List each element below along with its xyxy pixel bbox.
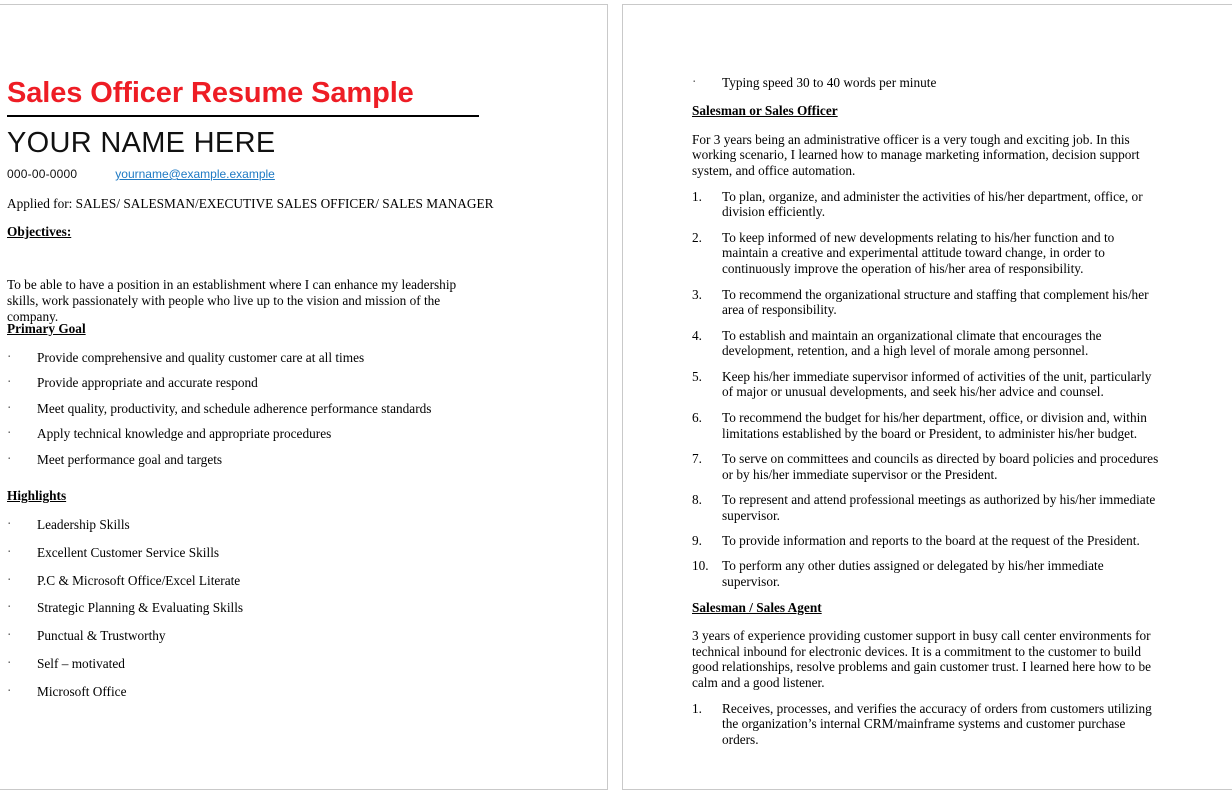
primary-goal-item-label: Meet quality, productivity, and schedule adherence performance standards <box>37 400 432 416</box>
continued-bullet-label: Typing speed 30 to 40 words per minute <box>722 75 937 90</box>
bullet-icon: · <box>7 399 12 415</box>
title-divider <box>7 115 479 117</box>
objectives-heading <box>7 224 485 240</box>
highlights-heading <box>7 488 485 504</box>
duty-item <box>692 410 1164 442</box>
highlights-heading-text: Highlights <box>7 488 67 503</box>
bullet-icon: · <box>7 374 12 390</box>
objective-paragraph: To be able to have a position in an establishment where I can enhance my leadership skills, work passionately with people who live up to the vision and mission of the company. <box>7 277 457 325</box>
primary-goal-heading-text: Primary Goal <box>7 321 86 336</box>
contact-row <box>7 167 275 181</box>
primary-goal-heading <box>7 321 485 337</box>
duty-item <box>692 492 1164 524</box>
highlights-item-label: P.C & Microsoft Office/Excel Literate <box>37 572 241 588</box>
duty-item-number: 9. <box>692 533 702 549</box>
primary-goal-item <box>7 426 485 442</box>
highlights-item-label: Microsoft Office <box>37 683 127 699</box>
primary-goal-item <box>7 452 485 468</box>
bullet-icon: · <box>7 425 12 441</box>
duty-item <box>692 533 1164 549</box>
highlights-item <box>7 656 485 672</box>
duty-item-number: 6. <box>692 409 702 425</box>
duty-item <box>692 328 1164 360</box>
primary-goal-item-label: Apply technical knowledge and appropriate procedures <box>37 426 332 442</box>
duty-item <box>692 189 1164 221</box>
duty-item-label: To recommend the budget for his/her department, office, or division and, within limitations established by the board or President, to administer his/her budget. <box>722 409 1147 441</box>
highlights-item-label: Self – motivated <box>37 656 125 671</box>
duty-item-number: 2. <box>692 229 702 245</box>
duty-item-label: Keep his/her immediate supervisor informed of activities of the unit, particularly of major or unusual developments, and seek his/her advice and counsel. <box>722 368 1152 400</box>
document-page-left[interactable] <box>0 4 608 790</box>
bullet-icon: · <box>7 627 12 643</box>
document-page-right[interactable] <box>622 4 1232 790</box>
continued-bullet-item <box>692 75 1164 91</box>
bullet-icon: · <box>7 516 12 531</box>
agent-duty-item <box>692 701 1164 748</box>
duty-item-label: To perform any other duties assigned or delegated by his/her immediate supervisor. <box>722 558 1104 590</box>
highlights-item-label: Excellent Customer Service Skills <box>37 544 220 560</box>
agent-duty-item-number: 1. <box>692 700 702 716</box>
email-link[interactable]: yourname@example.example <box>115 167 275 181</box>
bullet-icon: · <box>692 74 697 89</box>
page-title: Sales Officer Resume Sample <box>7 77 414 109</box>
highlights-item <box>7 545 485 561</box>
primary-goal-item <box>7 401 485 417</box>
bullet-icon: · <box>7 682 12 698</box>
section-heading-salesman-sales-agent-text: Salesman / Sales Agent <box>692 599 822 615</box>
duty-item <box>692 558 1164 590</box>
duty-item-number: 5. <box>692 368 702 384</box>
bullet-icon: · <box>7 571 12 587</box>
primary-goal-item-label: Meet performance goal and targets <box>37 451 223 467</box>
primary-goal-item-label: Provide appropriate and accurate respond <box>37 375 258 391</box>
highlights-item-label: Punctual & Trustworthy <box>37 628 166 644</box>
primary-goal-item <box>7 375 485 391</box>
section2-paragraph: 3 years of experience providing customer support in busy call center environments for technical inbound for electronic devices. It is a commitment to the customer to build good relationships, resolve problems and gain customer trust. I learned here how to be calm and a good listener. <box>692 627 1151 691</box>
duty-item-label: To establish and maintain an organizational climate that encourages the development, retention, and a high level of morale among personnel. <box>722 327 1102 359</box>
applied-for-line: Applied for: SALES/ SALESMAN/EXECUTIVE SALES OFFICER/ SALES MANAGER <box>7 196 494 211</box>
duty-item <box>692 369 1164 401</box>
duty-item <box>692 451 1164 483</box>
duty-item-number: 7. <box>692 450 702 466</box>
bullet-icon: · <box>7 349 12 364</box>
section1-paragraph: For 3 years being an administrative officer is a very tough and exciting job. In this working scenario, I learned how to manage marketing information, decision support system, and office automation. <box>692 131 1140 179</box>
highlights-item <box>7 573 485 589</box>
duty-item <box>692 287 1164 319</box>
highlights-item <box>7 600 485 616</box>
duty-item-label: To represent and attend professional meetings as authorized by his/her immediate supervisor. <box>722 492 1156 523</box>
highlights-item <box>7 628 485 644</box>
duty-item <box>692 230 1164 277</box>
duty-item-number: 4. <box>692 327 702 343</box>
highlights-item <box>7 517 485 533</box>
duty-item-label: To plan, organize, and administer the activities of his/her department, office, or division efficiently. <box>722 188 1143 220</box>
bullet-icon: · <box>7 655 12 670</box>
highlights-item-label: Strategic Planning & Evaluating Skills <box>37 600 244 616</box>
duty-item-label: To keep informed of new developments relating to his/her function and to maintain a creative and experimental attitude toward change, in order to continuously improve the operation of his/her area of responsibility. <box>722 229 1115 277</box>
highlights-item <box>7 684 485 700</box>
agent-duty-item-label: Receives, processes, and verifies the accuracy of orders from customers utilizing the organization’s internal CRM/mainframe systems and customer purchase orders. <box>722 700 1152 747</box>
bullet-icon: · <box>7 450 12 466</box>
section-heading-salesman-or-sales-officer-text: Salesman or Sales Officer <box>692 103 838 119</box>
duty-item-label: To provide information and reports to the board at the request of the President. <box>722 533 1140 549</box>
duty-item-number: 3. <box>692 286 702 302</box>
phone-number: 000-00-0000 <box>7 167 78 181</box>
highlights-item-label: Leadership Skills <box>37 517 130 532</box>
duty-item-number: 1. <box>692 188 702 204</box>
objectives-heading-text: Objectives: <box>7 224 72 239</box>
bullet-icon: · <box>7 599 12 615</box>
section-heading-salesman-sales-agent <box>692 600 1164 616</box>
duty-item-label: To serve on committees and councils as directed by board policies and procedures or by his/her immediate supervisor or the President. <box>722 450 1159 482</box>
section-heading-salesman-or-sales-officer <box>692 103 1164 119</box>
candidate-name: YOUR NAME HERE <box>7 127 276 159</box>
duty-item-label: To recommend the organizational structure and staffing that complement his/her area of responsibility. <box>722 286 1149 318</box>
duty-item-number: 10. <box>692 558 709 574</box>
primary-goal-item-label: Provide comprehensive and quality customer care at all times <box>37 350 365 365</box>
duty-item-number: 8. <box>692 492 702 507</box>
bullet-icon: · <box>7 543 12 559</box>
primary-goal-item <box>7 350 485 366</box>
